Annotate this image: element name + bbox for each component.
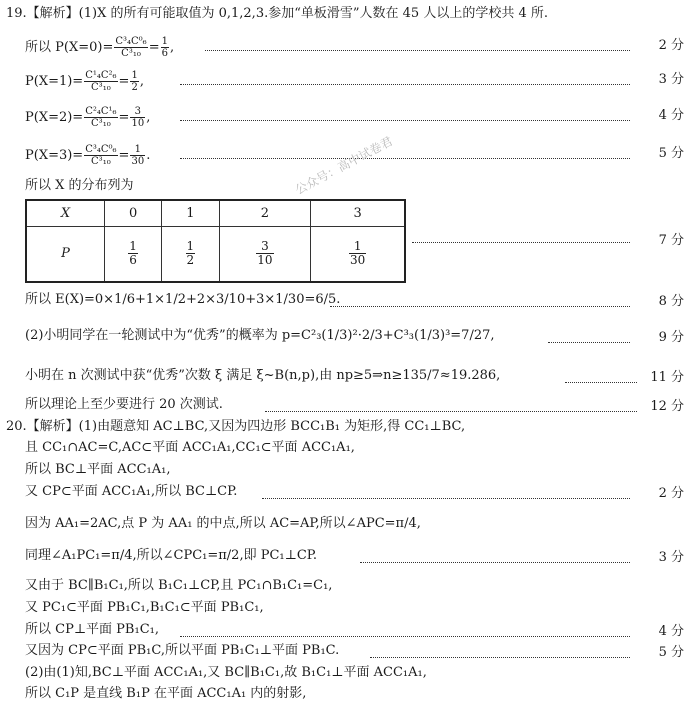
leader-dots [205, 50, 630, 51]
leader-dots [180, 158, 630, 159]
leader-dots [370, 657, 630, 658]
leader-dots [180, 636, 630, 637]
q20-line-4: 又 CP⊂平面 ACC₁A₁,所以 BC⊥CP. [25, 484, 238, 499]
table-cell: $\frac{1}{6}$ [105, 226, 162, 282]
binomial-line: 小明在 n 次测试中获“优秀”次数 ξ 满足 ξ~B(n,p),由 np≥5⇒n≥135/7≈19.286, [25, 368, 501, 383]
excellent-prob-line: (2)小明同学在一轮测试中为“优秀”的概率为 p=C²₃(1/3)²·2/3+C³₃(1/3)³=7/27, [25, 328, 495, 343]
p-x0-combo-frac: $\frac{\text{C³₄C⁰₆}}{\text{C³₁₀}}$ [115, 36, 147, 59]
leader-dots [330, 306, 630, 307]
q20-line-10: 又因为 CP⊂平面 PB₁C,所以平面 PB₁C₁⊥平面 PB₁C. [25, 643, 340, 658]
table-cell: $\frac{3}{10}$ [219, 226, 311, 282]
q20-line-11: (2)由(1)知,BC⊥平面 ACC₁A₁,又 BC∥B₁C₁,故 B₁C₁⊥平面 ACC₁A₁, [25, 665, 427, 680]
p-x3-line: P(X=3)= $\frac{\text{C³₄C⁰₆}}{\text{C³₁₀}}$ = $\frac{1}{30}$ . [25, 144, 151, 167]
score-p-x0: 2 分 [658, 38, 684, 53]
score-q20-l9: 4 分 [658, 624, 684, 639]
score-binomial: 11 分 [650, 370, 684, 385]
score-p-x3: 5 分 [658, 146, 684, 161]
q20-line-1: 20.【解析】(1)由题意知 AC⊥BC,又因为四边形 BCC₁B₁ 为矩形,得 CC₁⊥BC, [6, 419, 466, 434]
p-x0-line: 所以 P(X=0)= $\frac{\text{C³₄C⁰₆}}{\text{C³₁₀}}$ = $\frac{1}{6}$ , [25, 36, 175, 59]
p-x3-combo-frac: $\frac{\text{C³₄C⁰₆}}{\text{C³₁₀}}$ [85, 144, 117, 167]
p-x0-result-frac: $\frac{1}{6}$ [161, 36, 168, 59]
p-x1-combo-frac: $\frac{\text{C¹₄C²₆}}{\text{C³₁₀}}$ [85, 70, 117, 93]
table-header-row [26, 200, 405, 226]
score-expectation: 8 分 [658, 294, 684, 309]
table-row-label: P [26, 226, 105, 282]
q20-line-8: 又 PC₁⊂平面 PB₁C₁,B₁C₁⊂平面 PB₁C₁, [25, 600, 264, 615]
score-p-x2: 4 分 [658, 108, 684, 123]
p-x2-line: P(X=2)= $\frac{\text{C²₄C¹₆}}{\text{C³₁₀}}$ = $\frac{3}{10}$ , [25, 106, 151, 129]
q19-header: 19.【解析】(1)X 的所有可能取值为 0,1,2,3.参加“单板滑雪”人数在 45 人以上的学校共 4 所. [6, 6, 548, 21]
leader-dots [412, 242, 630, 243]
score-conclusion: 12 分 [650, 399, 684, 414]
score-table: 7 分 [658, 233, 684, 248]
table-header-cell: 2 [219, 200, 311, 226]
p-x3-result-frac: $\frac{1}{30}$ [131, 144, 145, 167]
q20-line-3: 所以 BC⊥平面 ACC₁A₁, [25, 462, 171, 477]
score-q20-l4: 2 分 [658, 486, 684, 501]
table-header-cell: 1 [162, 200, 219, 226]
expectation-line: 所以 E(X)=0×1/6+1×1/2+2×3/10+3×1/30=6/5. [25, 292, 341, 307]
q20-line-12: 所以 C₁P 是直线 B₁P 在平面 ACC₁A₁ 内的射影, [25, 686, 307, 701]
leader-dots [180, 84, 630, 85]
leader-dots [548, 342, 630, 343]
watermark: 公众号：高中试卷君 [292, 134, 395, 198]
q20-line-6: 同理∠A₁PC₁=π/4,所以∠CPC₁=π/2,即 PC₁⊥CP. [25, 548, 318, 563]
p-x2-result-frac: $\frac{3}{10}$ [131, 106, 145, 129]
distribution-intro: 所以 X 的分布列为 [25, 178, 134, 193]
p-x0-label: 所以 P(X=0)= [25, 40, 114, 55]
table-header-cell: 0 [105, 200, 162, 226]
table-header-cell: 3 [311, 200, 405, 226]
score-excellent-prob: 9 分 [658, 330, 684, 345]
distribution-table [25, 199, 406, 283]
leader-dots [360, 562, 630, 563]
q20-line-2: 且 CC₁∩AC=C,AC⊂平面 ACC₁A₁,CC₁⊂平面 ACC₁A₁, [25, 440, 355, 455]
table-header-cell: X [26, 200, 105, 226]
score-p-x1: 3 分 [658, 72, 684, 87]
table-cell: $\frac{1}{30}$ [311, 226, 405, 282]
leader-dots [180, 120, 630, 121]
q20-line-7: 又由于 BC∥B₁C₁,所以 B₁C₁⊥CP,且 PC₁∩B₁C₁=C₁, [25, 578, 333, 593]
leader-dots [262, 498, 630, 499]
q20-line-5: 因为 AA₁=2AC,点 P 为 AA₁ 的中点,所以 AC=AP,所以∠APC=π/4, [25, 516, 421, 531]
score-q20-l10: 5 分 [658, 645, 684, 660]
q20-line-9: 所以 CP⊥平面 PB₁C₁, [25, 622, 159, 637]
p-x1-result-frac: $\frac{1}{2}$ [131, 70, 138, 93]
p-x2-combo-frac: $\frac{\text{C²₄C¹₆}}{\text{C³₁₀}}$ [85, 106, 117, 129]
table-row [26, 226, 405, 282]
score-q20-l6: 3 分 [658, 550, 684, 565]
table-cell: $\frac{1}{2}$ [162, 226, 219, 282]
leader-dots [265, 411, 637, 412]
leader-dots [565, 382, 637, 383]
p-x1-line: P(X=1)= $\frac{\text{C¹₄C²₆}}{\text{C³₁₀}}$ = $\frac{1}{2}$ , [25, 70, 144, 93]
conclusion-line: 所以理论上至少要进行 20 次测试. [25, 397, 223, 412]
